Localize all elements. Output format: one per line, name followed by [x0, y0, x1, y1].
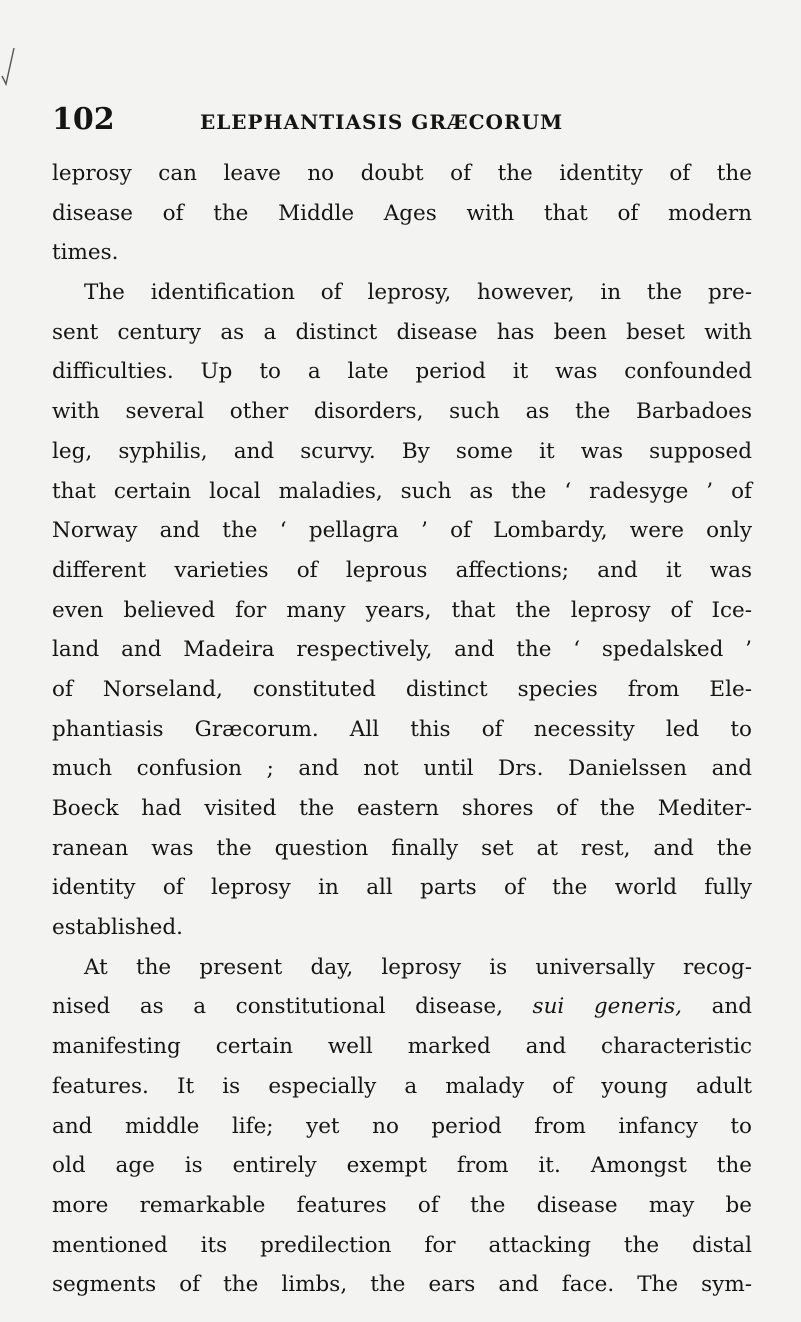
text-line: nised as a constitutional disease, sui generis, and — [52, 994, 753, 1020]
text-line: mentioned its predilection for attacking the distal — [52, 1232, 752, 1258]
text-line: leprosy can leave no doubt of the identity of the — [52, 161, 752, 186]
text-line: and middle life; yet no period from infancy to — [52, 1113, 752, 1139]
text-line: phantiasis Græcorum. All this of necessity led to — [52, 716, 752, 742]
text-line: established. — [52, 915, 183, 941]
text-line: of Norseland, constituted distinct species from Ele- — [52, 676, 752, 702]
text-line: more remarkable features of the disease may be — [52, 1192, 752, 1218]
text-line: Norway and the ‘ pellagra ’ of Lombardy, were only — [52, 518, 752, 544]
text-line: much confusion ; and not until Drs. Danielssen and — [52, 756, 752, 782]
text-line: sent century as a distinct disease has been beset with — [52, 319, 752, 345]
page-number: 102 — [52, 102, 115, 137]
text-line: old age is entirely exempt from it. Amongst the — [52, 1153, 752, 1179]
text-line: ranean was the question finally set at rest, and the — [52, 835, 752, 861]
text-line: identity of leprosy in all parts of the world fully — [52, 875, 752, 901]
text-line: disease of the Middle Ages with that of modern — [52, 200, 752, 226]
text-line: different varieties of leprous affections; and it was — [52, 557, 752, 583]
text-line: land and Madeira respectively, and the ‘ spedalsked ’ — [52, 637, 752, 663]
text-line: difficulties. Up to a late period it was confounded — [52, 359, 752, 385]
text-line: times. — [52, 240, 119, 266]
page-header — [52, 100, 752, 140]
text-line: The identification of leprosy, however, in the pre- — [84, 280, 752, 306]
text-line: leg, syphilis, and scurvy. By some it was supposed — [52, 438, 752, 464]
italic-phrase: sui generis, — [532, 994, 682, 1020]
text-line: with several other disorders, such as the Barbadoes — [52, 399, 752, 425]
text-line: features. It is especially a malady of young adult — [52, 1073, 752, 1099]
body-text — [52, 154, 752, 1305]
text-line: manifesting certain well marked and characteristic — [52, 1034, 752, 1060]
text-line: that certain local maladies, such as the ‘ radesyge ’ of — [52, 478, 752, 504]
text-line: even believed for many years, that the leprosy of Ice- — [52, 597, 752, 623]
running-head: ELEPHANTIASIS GRÆCORUM — [200, 110, 564, 134]
text-line: segments of the limbs, the ears and face. The sym- — [52, 1272, 752, 1298]
text-line: At the present day, leprosy is universally recog- — [84, 954, 752, 980]
text-line: Boeck had visited the eastern shores of the Mediter- — [52, 796, 752, 821]
margin-pencil-mark — [0, 44, 18, 90]
